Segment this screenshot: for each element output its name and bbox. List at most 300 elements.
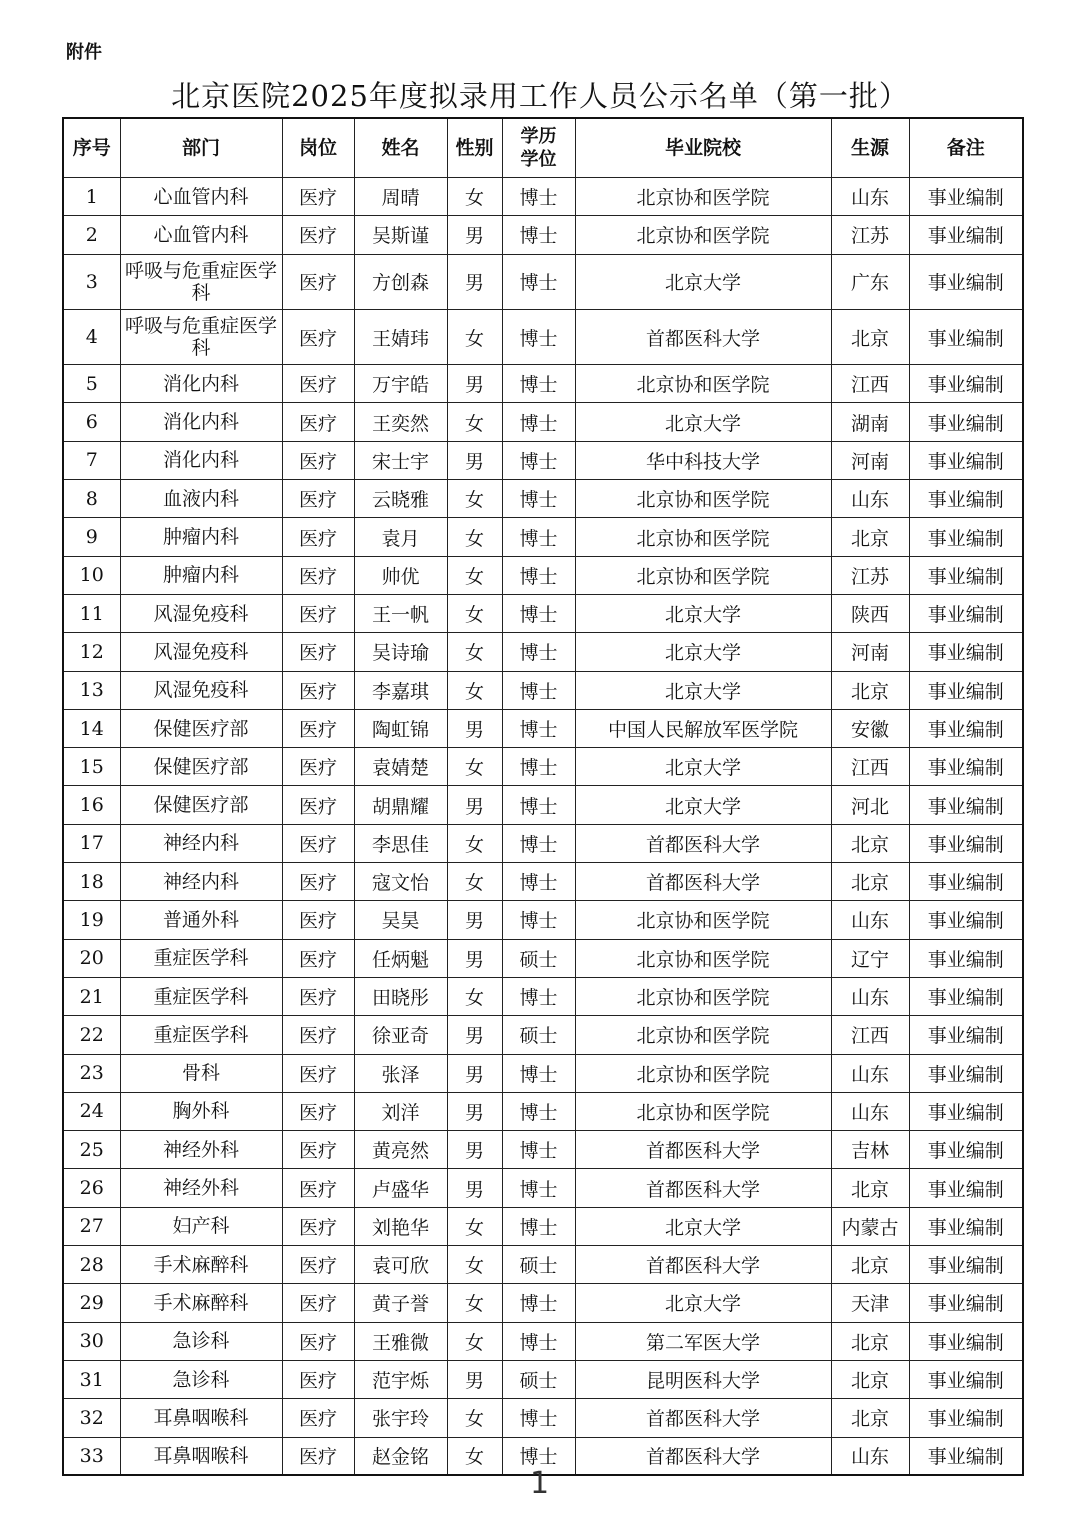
cell-origin: 北京: [831, 671, 909, 709]
cell-dept: 呼吸与危重症医学科: [120, 309, 282, 364]
table-row: [63, 1169, 1023, 1207]
cell-school: 首都医科大学: [575, 1437, 831, 1475]
cell-school: 北京大学: [575, 594, 831, 632]
cell-dept: 肿瘤内科: [120, 518, 282, 556]
table-row: [63, 786, 1023, 824]
cell-gender: 女: [447, 824, 502, 862]
cell-note: 事业编制: [909, 556, 1023, 594]
cell-name: 徐亚奇: [354, 1016, 447, 1054]
cell-school: 华中科技大学: [575, 441, 831, 479]
cell-note: 事业编制: [909, 671, 1023, 709]
cell-origin: 北京: [831, 1399, 909, 1437]
cell-dept: 保健医疗部: [120, 748, 282, 786]
header-school: 毕业院校: [575, 118, 831, 178]
cell-degree: 博士: [502, 786, 575, 824]
cell-school: 首都医科大学: [575, 863, 831, 901]
cell-post: 医疗: [282, 1092, 354, 1130]
cell-origin: 山东: [831, 901, 909, 939]
cell-school: 北京大学: [575, 786, 831, 824]
cell-note: 事业编制: [909, 1016, 1023, 1054]
cell-dept: 消化内科: [120, 403, 282, 441]
cell-note: 事业编制: [909, 1437, 1023, 1475]
cell-school: 中国人民解放军医学院: [575, 709, 831, 747]
table-row: [63, 403, 1023, 441]
cell-school: 北京协和医学院: [575, 365, 831, 403]
cell-degree: 硕士: [502, 1246, 575, 1284]
cell-degree: 博士: [502, 403, 575, 441]
cell-name: 胡鼎耀: [354, 786, 447, 824]
attachment-label: 附件: [66, 42, 102, 63]
cell-index: 27: [63, 1207, 120, 1245]
cell-gender: 男: [447, 901, 502, 939]
cell-note: 事业编制: [909, 977, 1023, 1015]
cell-post: 医疗: [282, 1437, 354, 1475]
cell-degree: 博士: [502, 1399, 575, 1437]
table-row: [63, 748, 1023, 786]
cell-gender: 女: [447, 1399, 502, 1437]
cell-note: 事业编制: [909, 518, 1023, 556]
table-row: [63, 518, 1023, 556]
cell-degree: 博士: [502, 365, 575, 403]
cell-dept: 急诊科: [120, 1360, 282, 1398]
cell-index: 18: [63, 863, 120, 901]
cell-name: 吴斯谨: [354, 216, 447, 254]
cell-dept: 风湿免疫科: [120, 633, 282, 671]
cell-gender: 女: [447, 518, 502, 556]
cell-school: 北京协和医学院: [575, 1054, 831, 1092]
cell-gender: 男: [447, 254, 502, 309]
cell-note: 事业编制: [909, 441, 1023, 479]
cell-degree: 博士: [502, 1092, 575, 1130]
table-row: [63, 1092, 1023, 1130]
cell-dept: 风湿免疫科: [120, 671, 282, 709]
cell-note: 事业编制: [909, 824, 1023, 862]
cell-name: 云晓雅: [354, 480, 447, 518]
cell-post: 医疗: [282, 977, 354, 1015]
cell-dept: 胸外科: [120, 1092, 282, 1130]
header-dept: 部门: [120, 118, 282, 178]
cell-origin: 江西: [831, 748, 909, 786]
cell-dept: 重症医学科: [120, 977, 282, 1015]
table-row: [63, 254, 1023, 309]
cell-degree: 博士: [502, 709, 575, 747]
cell-note: 事业编制: [909, 709, 1023, 747]
cell-school: 北京大学: [575, 633, 831, 671]
cell-note: 事业编制: [909, 1169, 1023, 1207]
header-note: 备注: [909, 118, 1023, 178]
cell-name: 宋士宇: [354, 441, 447, 479]
table-row: [63, 1054, 1023, 1092]
table-row: [63, 216, 1023, 254]
cell-post: 医疗: [282, 1054, 354, 1092]
cell-index: 30: [63, 1322, 120, 1360]
table-row: [63, 1207, 1023, 1245]
cell-post: 医疗: [282, 748, 354, 786]
cell-dept: 神经外科: [120, 1131, 282, 1169]
cell-degree: 博士: [502, 178, 575, 216]
cell-note: 事业编制: [909, 309, 1023, 364]
cell-dept: 耳鼻咽喉科: [120, 1437, 282, 1475]
cell-post: 医疗: [282, 1284, 354, 1322]
cell-post: 医疗: [282, 178, 354, 216]
cell-gender: 女: [447, 1246, 502, 1284]
cell-post: 医疗: [282, 709, 354, 747]
cell-dept: 神经外科: [120, 1169, 282, 1207]
cell-index: 21: [63, 977, 120, 1015]
cell-degree: 博士: [502, 441, 575, 479]
cell-degree: 博士: [502, 216, 575, 254]
cell-dept: 妇产科: [120, 1207, 282, 1245]
cell-degree: 博士: [502, 1322, 575, 1360]
cell-origin: 江苏: [831, 556, 909, 594]
cell-school: 首都医科大学: [575, 1169, 831, 1207]
cell-gender: 男: [447, 1054, 502, 1092]
header-degree: [502, 118, 575, 178]
cell-name: 袁婧楚: [354, 748, 447, 786]
cell-post: 医疗: [282, 1207, 354, 1245]
cell-post: 医疗: [282, 403, 354, 441]
cell-origin: 北京: [831, 309, 909, 364]
cell-name: 王一帆: [354, 594, 447, 632]
cell-index: 33: [63, 1437, 120, 1475]
cell-degree: 博士: [502, 863, 575, 901]
cell-name: 袁可欣: [354, 1246, 447, 1284]
cell-degree: 博士: [502, 977, 575, 1015]
table-row: [63, 1246, 1023, 1284]
cell-note: 事业编制: [909, 1284, 1023, 1322]
table-row: [63, 178, 1023, 216]
cell-index: 6: [63, 403, 120, 441]
cell-index: 15: [63, 748, 120, 786]
cell-degree: 硕士: [502, 939, 575, 977]
cell-origin: 北京: [831, 1246, 909, 1284]
cell-note: 事业编制: [909, 901, 1023, 939]
cell-dept: 消化内科: [120, 441, 282, 479]
cell-dept: 风湿免疫科: [120, 594, 282, 632]
cell-origin: 山东: [831, 1054, 909, 1092]
cell-school: 昆明医科大学: [575, 1360, 831, 1398]
table-row: [63, 671, 1023, 709]
table-row: [63, 1131, 1023, 1169]
cell-note: 事业编制: [909, 633, 1023, 671]
table-row: [63, 633, 1023, 671]
cell-origin: 北京: [831, 1169, 909, 1207]
cell-gender: 女: [447, 480, 502, 518]
cell-dept: 血液内科: [120, 480, 282, 518]
table-row: [63, 824, 1023, 862]
cell-gender: 女: [447, 671, 502, 709]
cell-degree: 博士: [502, 748, 575, 786]
cell-school: 北京协和医学院: [575, 1092, 831, 1130]
cell-note: 事业编制: [909, 480, 1023, 518]
cell-post: 医疗: [282, 786, 354, 824]
cell-degree: 博士: [502, 1131, 575, 1169]
cell-post: 医疗: [282, 1360, 354, 1398]
cell-origin: 山东: [831, 480, 909, 518]
cell-name: 李嘉琪: [354, 671, 447, 709]
cell-post: 医疗: [282, 556, 354, 594]
cell-degree: 博士: [502, 671, 575, 709]
cell-origin: 北京: [831, 518, 909, 556]
cell-degree: 硕士: [502, 1016, 575, 1054]
cell-index: 32: [63, 1399, 120, 1437]
cell-post: 医疗: [282, 1246, 354, 1284]
cell-origin: 山东: [831, 178, 909, 216]
cell-origin: 山东: [831, 977, 909, 1015]
cell-origin: 广东: [831, 254, 909, 309]
cell-gender: 女: [447, 1207, 502, 1245]
cell-dept: 普通外科: [120, 901, 282, 939]
cell-index: 26: [63, 1169, 120, 1207]
cell-origin: 河北: [831, 786, 909, 824]
cell-dept: 耳鼻咽喉科: [120, 1399, 282, 1437]
cell-school: 北京大学: [575, 1207, 831, 1245]
header-origin: 生源: [831, 118, 909, 178]
cell-index: 20: [63, 939, 120, 977]
table-row: [63, 863, 1023, 901]
cell-school: 北京协和医学院: [575, 216, 831, 254]
cell-name: 帅优: [354, 556, 447, 594]
table-body: [63, 178, 1023, 1476]
cell-index: 22: [63, 1016, 120, 1054]
cell-school: 北京协和医学院: [575, 977, 831, 1015]
cell-degree: 博士: [502, 1437, 575, 1475]
cell-gender: 女: [447, 309, 502, 364]
cell-gender: 女: [447, 1437, 502, 1475]
table-row: [63, 1399, 1023, 1437]
cell-gender: 男: [447, 1131, 502, 1169]
cell-dept: 呼吸与危重症医学科: [120, 254, 282, 309]
cell-gender: 女: [447, 748, 502, 786]
table-row: [63, 901, 1023, 939]
table-row: [63, 1322, 1023, 1360]
cell-degree: 博士: [502, 1284, 575, 1322]
cell-gender: 男: [447, 1360, 502, 1398]
cell-post: 医疗: [282, 633, 354, 671]
cell-note: 事业编制: [909, 939, 1023, 977]
cell-dept: 神经内科: [120, 824, 282, 862]
table-row: [63, 594, 1023, 632]
header-degree-line2: 学位: [520, 149, 557, 170]
cell-degree: 博士: [502, 1207, 575, 1245]
cell-school: 北京协和医学院: [575, 939, 831, 977]
cell-name: 王雅微: [354, 1322, 447, 1360]
cell-post: 医疗: [282, 480, 354, 518]
cell-note: 事业编制: [909, 254, 1023, 309]
cell-index: 31: [63, 1360, 120, 1398]
cell-name: 田晓彤: [354, 977, 447, 1015]
cell-index: 12: [63, 633, 120, 671]
cell-name: 吴昊: [354, 901, 447, 939]
cell-index: 2: [63, 216, 120, 254]
cell-index: 17: [63, 824, 120, 862]
cell-post: 医疗: [282, 518, 354, 556]
cell-post: 医疗: [282, 824, 354, 862]
cell-dept: 保健医疗部: [120, 709, 282, 747]
cell-origin: 河南: [831, 441, 909, 479]
cell-name: 黄子誉: [354, 1284, 447, 1322]
cell-name: 寇文怡: [354, 863, 447, 901]
cell-index: 19: [63, 901, 120, 939]
cell-index: 24: [63, 1092, 120, 1130]
cell-degree: 博士: [502, 1054, 575, 1092]
cell-post: 医疗: [282, 1322, 354, 1360]
cell-note: 事业编制: [909, 1322, 1023, 1360]
cell-name: 范宇烁: [354, 1360, 447, 1398]
table-row: [63, 1284, 1023, 1322]
cell-name: 赵金铭: [354, 1437, 447, 1475]
cell-origin: 山东: [831, 1437, 909, 1475]
cell-dept: 重症医学科: [120, 939, 282, 977]
cell-gender: 女: [447, 977, 502, 1015]
cell-note: 事业编制: [909, 178, 1023, 216]
cell-name: 刘洋: [354, 1092, 447, 1130]
table-row: [63, 556, 1023, 594]
cell-origin: 内蒙古: [831, 1207, 909, 1245]
cell-gender: 女: [447, 863, 502, 901]
cell-school: 首都医科大学: [575, 1399, 831, 1437]
cell-gender: 男: [447, 709, 502, 747]
cell-origin: 河南: [831, 633, 909, 671]
cell-degree: 博士: [502, 309, 575, 364]
staff-table: [62, 117, 1024, 1476]
cell-dept: 手术麻醉科: [120, 1284, 282, 1322]
header-gender: 性别: [447, 118, 502, 178]
cell-school: 首都医科大学: [575, 309, 831, 364]
cell-index: 14: [63, 709, 120, 747]
cell-gender: 男: [447, 786, 502, 824]
cell-post: 医疗: [282, 671, 354, 709]
cell-note: 事业编制: [909, 786, 1023, 824]
cell-origin: 北京: [831, 1322, 909, 1360]
cell-index: 29: [63, 1284, 120, 1322]
cell-school: 北京协和医学院: [575, 1016, 831, 1054]
cell-dept: 神经内科: [120, 863, 282, 901]
document-title: 北京医院2025年度拟录用工作人员公示名单（第一批）: [171, 79, 909, 113]
cell-dept: 心血管内科: [120, 178, 282, 216]
cell-degree: 博士: [502, 556, 575, 594]
header-post: 岗位: [282, 118, 354, 178]
cell-post: 医疗: [282, 939, 354, 977]
cell-post: 医疗: [282, 1399, 354, 1437]
cell-gender: 女: [447, 1284, 502, 1322]
cell-gender: 男: [447, 1092, 502, 1130]
cell-note: 事业编制: [909, 1131, 1023, 1169]
cell-gender: 女: [447, 403, 502, 441]
cell-origin: 安徽: [831, 709, 909, 747]
table-row: [63, 709, 1023, 747]
cell-degree: 博士: [502, 254, 575, 309]
cell-post: 医疗: [282, 1131, 354, 1169]
cell-index: 8: [63, 480, 120, 518]
cell-name: 张泽: [354, 1054, 447, 1092]
cell-post: 医疗: [282, 254, 354, 309]
cell-name: 黄亮然: [354, 1131, 447, 1169]
cell-note: 事业编制: [909, 403, 1023, 441]
cell-school: 北京协和医学院: [575, 178, 831, 216]
cell-school: 北京大学: [575, 403, 831, 441]
cell-degree: 博士: [502, 633, 575, 671]
cell-note: 事业编制: [909, 594, 1023, 632]
cell-name: 卢盛华: [354, 1169, 447, 1207]
cell-gender: 女: [447, 594, 502, 632]
cell-degree: 博士: [502, 1169, 575, 1207]
cell-degree: 博士: [502, 901, 575, 939]
cell-gender: 男: [447, 1016, 502, 1054]
cell-gender: 女: [447, 556, 502, 594]
cell-name: 袁月: [354, 518, 447, 556]
cell-post: 医疗: [282, 901, 354, 939]
cell-school: 北京大学: [575, 1284, 831, 1322]
table-row: [63, 1360, 1023, 1398]
cell-degree: 博士: [502, 594, 575, 632]
table-row: [63, 977, 1023, 1015]
cell-origin: 湖南: [831, 403, 909, 441]
cell-index: 16: [63, 786, 120, 824]
cell-index: 23: [63, 1054, 120, 1092]
cell-origin: 辽宁: [831, 939, 909, 977]
cell-origin: 天津: [831, 1284, 909, 1322]
cell-school: 首都医科大学: [575, 1246, 831, 1284]
cell-note: 事业编制: [909, 1360, 1023, 1398]
cell-index: 13: [63, 671, 120, 709]
table-row: [63, 1016, 1023, 1054]
cell-school: 北京大学: [575, 748, 831, 786]
cell-origin: 吉林: [831, 1131, 909, 1169]
cell-school: 北京协和医学院: [575, 518, 831, 556]
cell-dept: 保健医疗部: [120, 786, 282, 824]
cell-note: 事业编制: [909, 216, 1023, 254]
cell-name: 王奕然: [354, 403, 447, 441]
table-row: [63, 365, 1023, 403]
cell-origin: 江西: [831, 365, 909, 403]
cell-origin: 北京: [831, 1360, 909, 1398]
cell-post: 医疗: [282, 365, 354, 403]
cell-index: 7: [63, 441, 120, 479]
cell-index: 10: [63, 556, 120, 594]
cell-gender: 男: [447, 939, 502, 977]
cell-degree: 博士: [502, 480, 575, 518]
cell-gender: 男: [447, 365, 502, 403]
cell-dept: 急诊科: [120, 1322, 282, 1360]
cell-note: 事业编制: [909, 365, 1023, 403]
cell-dept: 肿瘤内科: [120, 556, 282, 594]
cell-name: 周晴: [354, 178, 447, 216]
cell-post: 医疗: [282, 594, 354, 632]
cell-index: 9: [63, 518, 120, 556]
cell-post: 医疗: [282, 1169, 354, 1207]
cell-index: 28: [63, 1246, 120, 1284]
cell-name: 陶虹锦: [354, 709, 447, 747]
cell-index: 4: [63, 309, 120, 364]
cell-school: 第二军医大学: [575, 1322, 831, 1360]
cell-name: 方创森: [354, 254, 447, 309]
cell-note: 事业编制: [909, 1054, 1023, 1092]
cell-school: 北京大学: [575, 254, 831, 309]
cell-origin: 江西: [831, 1016, 909, 1054]
cell-dept: 手术麻醉科: [120, 1246, 282, 1284]
cell-degree: 硕士: [502, 1360, 575, 1398]
cell-school: 首都医科大学: [575, 824, 831, 862]
cell-gender: 女: [447, 178, 502, 216]
cell-name: 张宇玲: [354, 1399, 447, 1437]
cell-origin: 山东: [831, 1092, 909, 1130]
cell-index: 1: [63, 178, 120, 216]
cell-post: 医疗: [282, 441, 354, 479]
cell-note: 事业编制: [909, 863, 1023, 901]
cell-school: 首都医科大学: [575, 1131, 831, 1169]
table-row: [63, 309, 1023, 364]
